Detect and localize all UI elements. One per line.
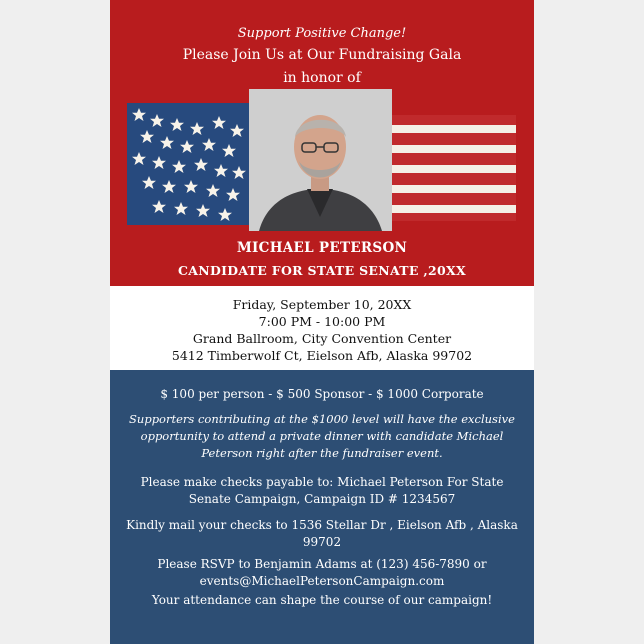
- candidate-name: MICHAEL PETERSON: [236, 240, 408, 256]
- checks-payable-note: [110, 474, 534, 508]
- event-date: Friday, September 10, 20XX: [232, 297, 412, 312]
- mail-line: Kindly mail your checks to 1536 Stellar Dr , Eielson Afb , Alaska: [126, 518, 518, 532]
- mail-line: 99702: [302, 535, 342, 549]
- invitation-heading: Please Join Us at Our Fundraising Gala: [182, 47, 462, 63]
- ticket-prices: $ 100 per person - $ 500 Sponsor - $ 1000 Corporate: [160, 387, 484, 401]
- candidate-photo: [249, 89, 392, 231]
- event-flyer: [110, 0, 534, 644]
- person-icon: [249, 89, 392, 231]
- event-address: 5412 Timberwolf Ct, Eielson Afb, Alaska 99702: [171, 348, 473, 363]
- honor-text: in honor of: [283, 70, 361, 86]
- flag-stripes-image: [392, 115, 516, 221]
- checks-line: Please make checks payable to: Michael Peterson For State: [140, 475, 504, 489]
- rsvp-note: [110, 556, 534, 590]
- supporters-note: [110, 411, 534, 462]
- tagline: Support Positive Change!: [237, 26, 407, 41]
- mail-address-note: [110, 517, 534, 551]
- closing-message: Your attendance can shape the course of our campaign!: [151, 593, 493, 607]
- supporters-line: Peterson right after the fundraiser event.: [201, 446, 443, 460]
- event-time: 7:00 PM - 10:00 PM: [258, 314, 386, 329]
- checks-line: Senate Campaign, Campaign ID # 1234567: [188, 492, 456, 506]
- rsvp-line: events@MichaelPetersonCampaign.com: [199, 574, 445, 588]
- flag-stars-image: [127, 103, 249, 225]
- supporters-line: Supporters contributing at the $1000 level will have the exclusive: [129, 412, 515, 426]
- rsvp-line: Please RSVP to Benjamin Adams at (123) 456-7890 or: [157, 557, 487, 571]
- stars-icon: [127, 103, 249, 225]
- candidate-title: CANDIDATE FOR STATE SENATE ,20XX: [177, 263, 467, 278]
- event-venue: Grand Ballroom, City Convention Center: [192, 331, 452, 346]
- supporters-line: opportunity to attend a private dinner with candidate Michael: [140, 429, 504, 443]
